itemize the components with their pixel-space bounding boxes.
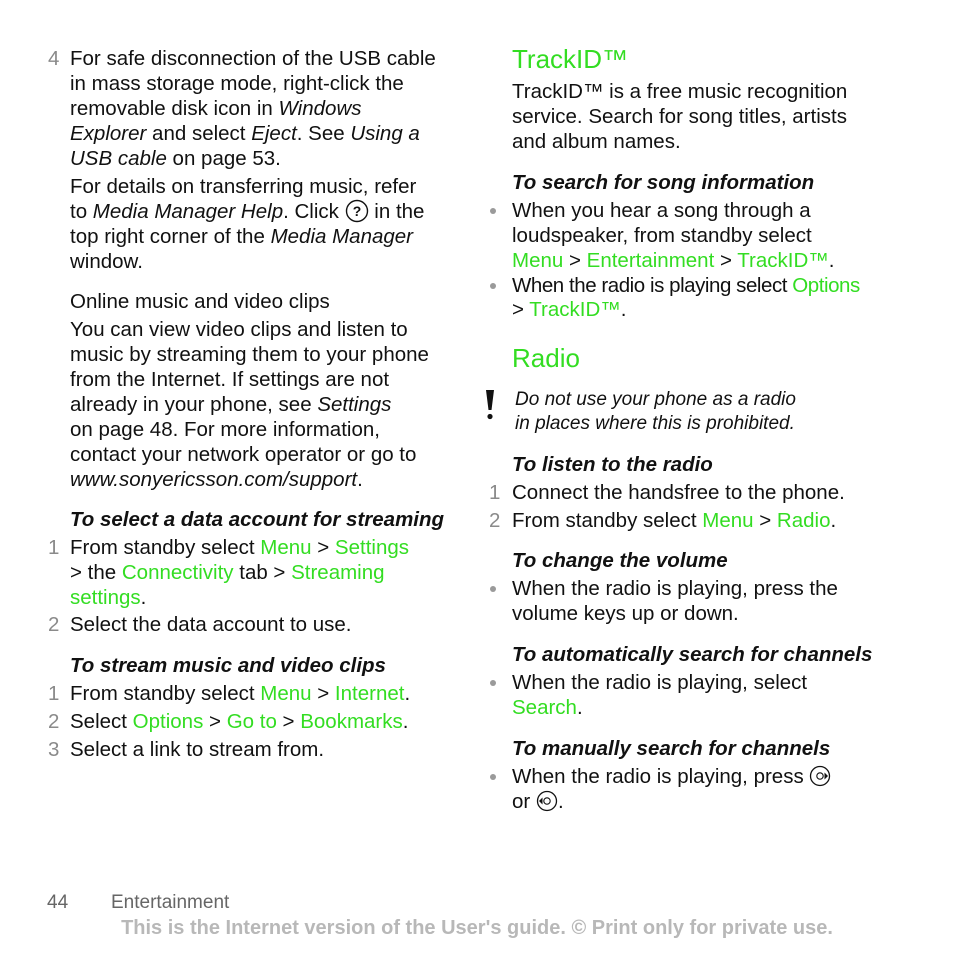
paragraph-line: already in your phone, see Settings xyxy=(70,393,392,416)
section-title-trackid: TrackID™ xyxy=(512,44,629,74)
step-line: From standby select Menu > Internet. xyxy=(70,682,411,705)
nav-right-key-icon xyxy=(809,765,831,787)
menu-link: Menu xyxy=(260,536,312,559)
bullet-line: When the radio is playing, press the xyxy=(512,577,838,600)
bullet-line: loudspeaker, from standby select xyxy=(512,224,812,247)
step-line: From standby select Menu > Settings xyxy=(70,536,409,559)
bullet-line: or . xyxy=(512,790,564,813)
footer-section-name: Entertainment xyxy=(111,892,230,913)
go-to-link: Go to xyxy=(226,710,277,733)
bullet xyxy=(490,680,496,686)
step-number: 2 xyxy=(48,710,60,733)
internet-link: Internet xyxy=(334,682,405,705)
step-line: Select a link to stream from. xyxy=(70,738,325,761)
options-link: Options xyxy=(132,710,204,733)
step-number: 2 xyxy=(489,509,501,532)
nav-left-key-icon xyxy=(536,790,558,812)
paragraph-line: www.sonyericsson.com/support. xyxy=(70,468,363,491)
step-line: Select Options > Go to > Bookmarks. xyxy=(70,710,409,733)
warning-text: in places where this is prohibited. xyxy=(515,413,795,434)
paragraph-line: top right corner of the Media Manager xyxy=(70,225,414,248)
menu-link: Menu xyxy=(512,249,564,272)
step-line: Connect the handsfree to the phone. xyxy=(512,481,845,504)
bullet-line: When you hear a song through a xyxy=(512,199,811,222)
paragraph-line: USB cable on page 53. xyxy=(70,147,281,170)
procedure-heading: To automatically search for channels xyxy=(512,643,873,666)
section-title-radio: Radio xyxy=(512,343,580,373)
radio-link: Radio xyxy=(776,509,831,532)
procedure-heading: To search for song information xyxy=(512,171,815,194)
procedure-heading: To listen to the radio xyxy=(512,453,713,476)
step-number: 4 xyxy=(48,47,60,70)
entertainment-link: Entertainment xyxy=(586,249,715,272)
bullet-line: > TrackID™. xyxy=(512,298,627,321)
options-link: Options xyxy=(792,274,860,297)
bullet-line: When the radio is playing select Options xyxy=(512,274,860,297)
paragraph-line: You can view video clips and listen to xyxy=(70,318,408,341)
trackid-link: TrackID™ xyxy=(529,298,621,321)
bullet xyxy=(490,774,496,780)
bullet xyxy=(490,208,496,214)
procedure-heading: To manually search for channels xyxy=(512,737,831,760)
step-number: 2 xyxy=(48,613,60,636)
bookmarks-link: Bookmarks xyxy=(300,710,403,733)
step-number: 1 xyxy=(48,536,60,559)
svg-text:?: ? xyxy=(352,202,361,219)
paragraph-line: contact your network operator or go to xyxy=(70,443,417,466)
subsection-title: Online music and video clips xyxy=(70,290,330,313)
paragraph-line: on page 48. For more information, xyxy=(70,418,380,441)
paragraph-line: music by streaming them to your phone xyxy=(70,343,429,366)
warning-icon xyxy=(484,389,496,421)
procedure-heading: To select a data account for streaming xyxy=(70,508,445,531)
procedure-heading: To change the volume xyxy=(512,549,728,572)
paragraph-line: removable disk icon in Windows xyxy=(70,97,362,120)
paragraph-line: from the Internet. If settings are not xyxy=(70,368,390,391)
warning-text: Do not use your phone as a radio xyxy=(515,389,796,410)
trackid-link: TrackID™ xyxy=(737,249,829,272)
bullet-line: Search. xyxy=(512,696,583,719)
step-line: From standby select Menu > Radio. xyxy=(512,509,837,532)
paragraph-line: in mass storage mode, right-click the xyxy=(70,72,404,95)
paragraph-line: TrackID™ is a free music recognition xyxy=(512,80,848,103)
paragraph-line: to Media Manager Help. Click ? in the xyxy=(70,200,425,223)
bullet xyxy=(490,283,496,289)
bullet-line: volume keys up or down. xyxy=(512,602,739,625)
menu-link: Menu xyxy=(260,682,312,705)
bullet-line: Menu > Entertainment > TrackID™. xyxy=(512,249,835,272)
menu-link: Menu xyxy=(702,509,754,532)
bullet-line: When the radio is playing, press xyxy=(512,767,831,788)
step-line: > the Connectivity tab > Streaming xyxy=(70,561,385,584)
streaming-settings-link: settings xyxy=(70,586,141,609)
step-line: Select the data account to use. xyxy=(70,613,352,636)
paragraph-line: For safe disconnection of the USB cable xyxy=(70,47,436,70)
footer-disclaimer: This is the Internet version of the User's guide. © Print only for private use. xyxy=(121,917,833,939)
support-url: www.sonyericsson.com/support xyxy=(70,468,358,491)
step-number: 3 xyxy=(48,738,60,761)
paragraph-line: window. xyxy=(70,250,143,273)
paragraph-line: service. Search for song titles, artists xyxy=(512,105,847,128)
step-number: 1 xyxy=(489,481,501,504)
help-key-icon xyxy=(345,199,369,223)
step-line: settings. xyxy=(70,586,147,609)
streaming-link: Streaming xyxy=(291,561,385,584)
settings-link: Settings xyxy=(334,536,409,559)
paragraph-line: For details on transferring music, refer xyxy=(70,175,417,198)
bullet xyxy=(490,586,496,592)
paragraph-line: and album names. xyxy=(512,130,681,153)
procedure-heading: To stream music and video clips xyxy=(70,654,386,677)
page-number: 44 xyxy=(47,892,69,913)
search-link: Search xyxy=(512,696,577,719)
step-number: 1 xyxy=(48,682,60,705)
bullet-line: When the radio is playing, select xyxy=(512,671,808,694)
paragraph-line: Explorer and select Eject. See Using a xyxy=(70,122,420,145)
connectivity-link: Connectivity xyxy=(121,561,234,584)
